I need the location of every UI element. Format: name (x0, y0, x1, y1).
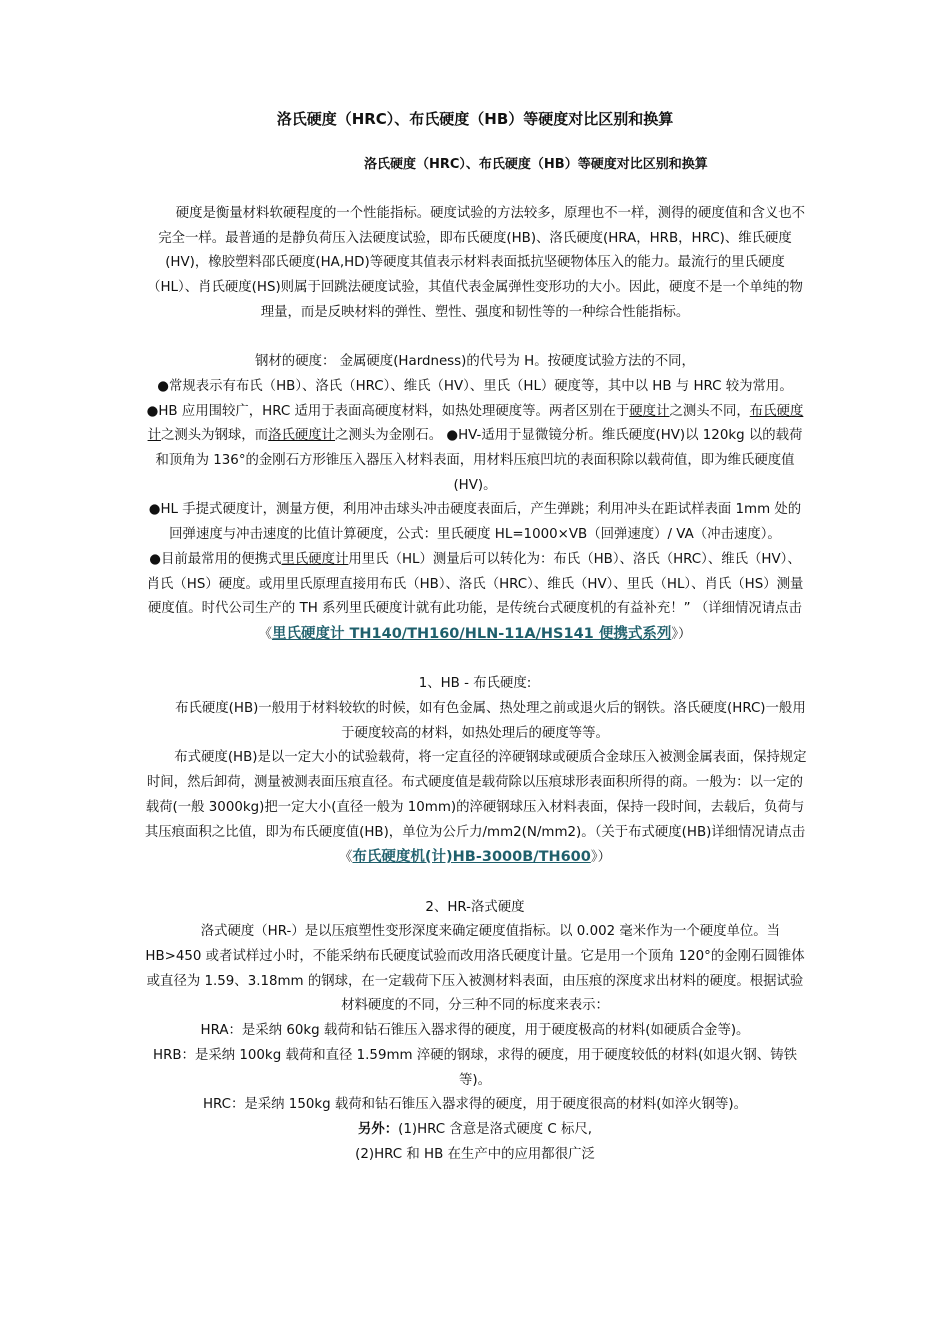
hrb-line: HRB：是采纳 100kg 载荷和直径 1.59mm 淬硬的钢球，求得的硬度，用于硬度较低的材料(如退火钢、铸铁等)。 (153, 1047, 797, 1088)
bullet-hl-portable: ●HL 手提式硬度计，测量方便，利用冲击球头冲击硬度表面后，产生弹跳；利用冲头在距试样表面 1mm 处的回弹速度与冲击速度的比值计算硬度，公式：里氏硬度 HL=1000×VB（回弹速度）/ VA（冲击速度）。 (148, 502, 802, 543)
hr-paragraph-1: 洛式硬度（HR-）是以压痕塑性变形深度来确定硬度值指标。以 0.002 毫米作为一个硬度单位。当 HB>450 或者试样过小时，不能采纳布氏硬度试验而改用洛氏硬度计量。它是用一个顶角 120°的金刚石圆锥体或直径为 1.59、3.18mm 的钢球，在一定载荷下压入被测材料表面，由压痕的深度求出材料的硬度。根据试验材料硬度的不同，分三种不同的标度来表示： (145, 924, 805, 1014)
hardness-tester-term: 硬度计 (629, 403, 670, 419)
bullet-hb-hrc-hv: ●HB 应用围较广，HRC 适用于表面高硬度材料，如热处理硬度等。两者区别在于硬度计之测头不同，布氏硬度计之测头为钢球，而洛氏硬度计之测头为金刚石。 ●HV-适用于显微镜分析。维氏硬度(HV)以 120kg 以的载荷和顶角为 136°的金刚石方形锥压入器压入材料表面，用材料压痕凹坑的表面积除以载荷值，即为维氏硬度值(HV)。 (146, 403, 804, 493)
hb-paragraph-1: 布氏硬度(HB)一般用于材料较软的时候，如有色金属、热处理之前或退火后的钢铁。洛氏硬度(HRC)一般用于硬度较高的材料，如热处理后的硬度等等。 (175, 701, 806, 741)
page-title: 洛氏硬度（HRC）、布氏硬度（HB）等硬度对比区别和换算 (276, 110, 674, 128)
document-body (143, 202, 807, 1167)
steel-hardness-line: 钢材的硬度： 金属硬度(Hardness)的代号为 H。按硬度试验方法的不同， (255, 354, 695, 370)
intro-paragraph: 硬度是衡量材料软硬程度的一个性能指标。硬度试验的方法较多，原理也不一样，测得的硬度值和含义也不完全一样。最普通的是静负荷压入法硬度试验，即布氏硬度(HB)、洛氏硬度(HRA，HRB，HRC)、维氏硬度(HV)，橡胶塑料邵氏硬度(HA,HD)等硬度其值表示材料表面抵抗坚硬物体压入的能力。最流行的里氏硬度（HL）、肖氏硬度(HS)则属于回跳法硬度试验，其值代表金属弹性变形功的大小。因此，硬度不是一个单纯的物理量，而是反映材料的弹性、塑性、强度和韧性等的一种综合性能指标。 (147, 206, 806, 320)
brinell-tester-term: 布氏硬度计 (147, 403, 804, 444)
hrc-line: HRC：是采纳 150kg 载荷和钻石锥压入器求得的硬度，用于硬度很高的材料(如淬火钢等)。 (202, 1097, 748, 1113)
hb-paragraph-2: 布式硬度(HB)是以一定大小的试验载荷，将一定直径的淬硬钢球或硬质合金球压入被测金属表面，保持规定时间，然后卸荷，测量被测表面压痕直径。布式硬度值是载荷除以压痕球形表面积所得的商。一般为：以一定的载荷(一般 3000kg)把一定大小(直径一般为 10mm)的淬硬钢球压入材料表面，保持一段时间，去载后，负荷与其压痕面积之比值，即为布氏硬度值(HB)，单位为公斤力/mm2(N/mm2)。（关于布式硬度(HB)详细情况请点击《布氏硬度机(计)HB-3000B/TH600》） (144, 750, 807, 866)
leeb-tester-term: 里氏硬度计 (281, 551, 349, 567)
note-line-1: 另外：(1)HRC 含意是洛式硬度 C 标尺, (357, 1121, 593, 1137)
leeb-tester-link[interactable]: 里氏硬度计 TH140/TH160/HLN-11A/HS141 便携式系列 (271, 625, 672, 642)
note-line-2: (2)HRC 和 HB 在生产中的应用都很广泛 (355, 1146, 595, 1162)
brinell-tester-link[interactable]: 布氏硬度机(计)HB-3000B/TH600 (352, 849, 591, 866)
page-subtitle: 洛氏硬度（HRC）、布氏硬度（HB）等硬度对比区别和换算 (364, 157, 708, 172)
hra-line: HRA：是采纳 60kg 载荷和钻石锥压入器求得的硬度，用于硬度极高的材料(如硬质合金等)。 (200, 1023, 750, 1039)
bullet-common-scales: ●常规表示有布氏（HB）、洛氏（HRC）、维氏（HV）、里氏（HL）硬度等，其中以 HB 与 HRC 较为常用。 (157, 378, 793, 394)
hb-heading: 1、HB - 布氏硬度: (418, 676, 532, 692)
rockwell-tester-term: 洛氏硬度计 (268, 428, 336, 444)
hr-heading: 2、HR-洛式硬度 (425, 899, 525, 915)
note-label: 另外： (357, 1121, 399, 1137)
bullet-leeb-tester: ●目前最常用的便携式里氏硬度计用里氏（HL）测量后可以转化为：布氏（HB）、洛氏（HRC）、维氏（HV）、肖氏（HS）硬度。或用里氏原理直接用布氏（HB）、洛氏（HRC）、维氏（HV）、里氏（HL）、肖氏（HS）测量硬度值。时代公司生产的 TH 系列里氏硬度计就有此功能，是传统台式硬度机的有益补充！” （详细情况请点击《里氏硬度计 TH140/TH160/HLN-11A/HS141 便携式系列》） (146, 551, 804, 642)
